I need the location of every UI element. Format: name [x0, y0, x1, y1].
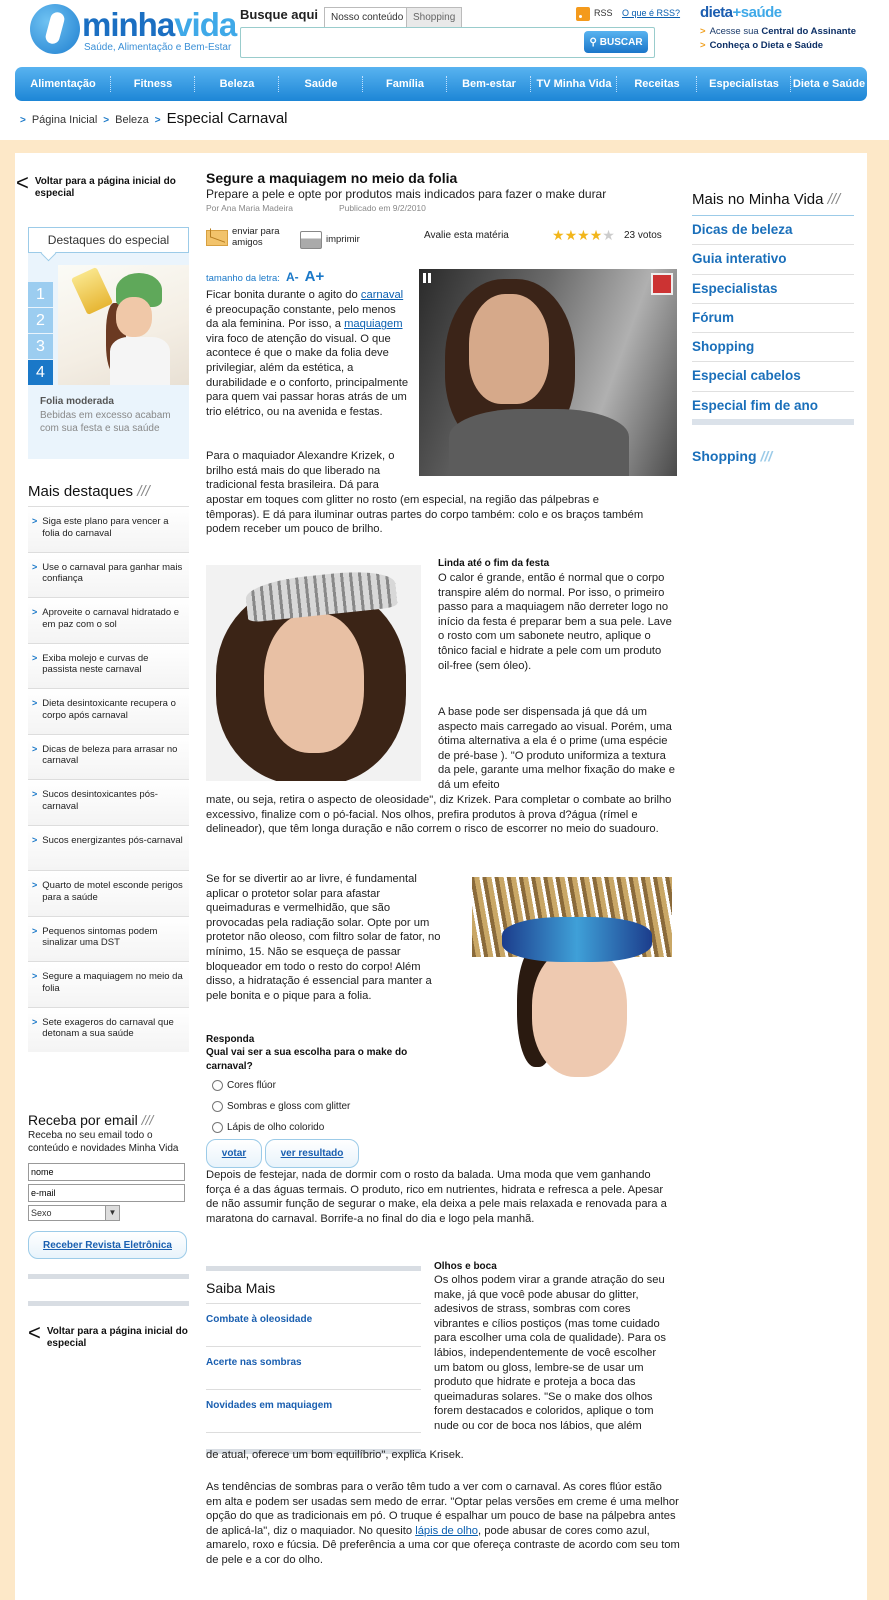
photo-crown-woman: [206, 565, 421, 781]
link-guia-interativo[interactable]: Guia interativo: [692, 245, 854, 274]
breadcrumb-arrow-icon: >: [20, 115, 26, 126]
link-lapis-de-olho[interactable]: lápis de olho: [415, 1524, 479, 1537]
nav-alimentacao[interactable]: Alimentação: [15, 67, 111, 101]
arrow-icon: >: [32, 925, 38, 936]
arrow-icon: >: [32, 834, 38, 845]
rss-icon[interactable]: [576, 7, 590, 21]
list-item[interactable]: > Sucos energizantes pós-carnaval: [28, 825, 189, 871]
poll-option-1[interactable]: Cores flúor: [212, 1080, 276, 1091]
font-decrease-button[interactable]: A-: [285, 270, 299, 284]
radio-button[interactable]: [212, 1101, 223, 1112]
paragraph-4-cont: mate, ou seja, retira o aspecto de oleosidade", diz Krizek. Para completar o combate ao brilho excessivo, finalize com o pó-facial. Nos olhos, prefira produtos à prova d?água (rímel e delineador), que têm longa duração e não correm o risco de escorrer no meio do suadouro.: [206, 794, 672, 836]
list-item[interactable]: > Exiba molejo e curvas de passista neste carnaval: [28, 643, 189, 689]
poll-title: Responda: [206, 1034, 255, 1045]
breadcrumb: [20, 110, 288, 127]
paragraph-1: Ficar bonita durante o agito do carnaval é preocupação constante, pelo menos da ala feminina. Por isso, a maquiagem vira foco de atenção do visual. O que acontece é que o make da folia deve privilegiar, além da estética, a durabilidade e o conforto, principalmente para quem vai passar horas atrás de um trio elétrico, ou na avenida e festas.: [206, 289, 409, 418]
paragraph-4: A base pode ser dispensada já que dá um aspecto mais carregado ao visual. Porém, uma ótima alternativa a ela é o prime (uma espécie de pré-base ). "O produto uniformiza a textura da pele, garante uma melhor fixação do make e dá um efeito: [438, 706, 675, 791]
poll-option-2[interactable]: Sombras e gloss com glitter: [212, 1101, 350, 1112]
back-arrow-icon: <: [16, 170, 29, 195]
arrow-icon: >: [32, 743, 38, 754]
divider: [28, 1301, 189, 1306]
list-item[interactable]: > Aproveite o carnaval hidratado e em paz com o sol: [28, 597, 189, 643]
email-signup-title: Receba por email ///: [28, 1112, 154, 1128]
divider: [692, 419, 854, 425]
paragraph-5: Se for se divertir ao ar livre, é fundamental aplicar o protetor solar para afastar queimaduras e vermelhidão, que são provocadas pela radiação solar. Opte por um protetor não oleoso, com filtro solar de fator, no mínimo, 15. Não se esqueça de passar bloqueador em todo o resto do corpo! Além disso, a hidratação é essencial para manter a pele bonita e o pique para a folia.: [206, 873, 441, 1002]
link-shopping[interactable]: Shopping: [692, 333, 854, 362]
star-icon[interactable]: ★: [577, 227, 590, 243]
paragraph-2: Para o maquiador Alexandre Krizek, o brilho está mais do que liberado na tradicional festa brasileira. Dá para: [206, 450, 395, 492]
destaque-image[interactable]: [58, 265, 189, 385]
star-icon[interactable]: ★: [602, 227, 615, 243]
link-maquiagem[interactable]: maquiagem: [344, 318, 403, 331]
paragraph-6: Depois de festejar, nada de dormir com o rosto da balada. Uma moda que vem ganhando força é a das águas termais. O produto, rico em nutrientes, hidrata e refresca a pele. Apesar de não assumir função de segurar o make, ela deixa a pele mais relaxada e renovada para a maratona do carnaval. Borrife-a no final do dia e logo pela manhã.: [206, 1169, 667, 1225]
main-nav: [15, 67, 867, 101]
video-player[interactable]: [419, 269, 677, 476]
search-label: Busque aqui: [240, 7, 319, 22]
saiba-mais-box: [206, 1266, 421, 1454]
nav-receitas[interactable]: Receitas: [617, 67, 697, 101]
see-results-button[interactable]: ver resultado: [265, 1139, 359, 1168]
receber-revista-button[interactable]: Receber Revista Eletrônica: [28, 1231, 187, 1259]
nav-especialistas[interactable]: Especialistas: [697, 67, 791, 101]
rate-label: Avalie esta matéria: [424, 230, 509, 241]
breadcrumb-arrow-icon: >: [154, 115, 161, 126]
search-button[interactable]: [584, 31, 648, 53]
arrow-icon: >: [32, 652, 38, 663]
list-item[interactable]: > Dieta desintoxicante recupera o corpo após carnaval: [28, 688, 189, 734]
chevron-down-icon: ▼: [105, 1206, 119, 1220]
saiba-mais-link-3[interactable]: Novidades em maquiagem: [206, 1390, 421, 1433]
search-button-label: BUSCAR: [599, 36, 643, 48]
back-to-special-top[interactable]: < Voltar para a página inicial do especial: [16, 170, 176, 199]
photo-headdress-woman: [462, 877, 677, 1095]
article-subtitle: Prepare a pele e opte por produtos mais indicados para fazer o make durar: [206, 187, 607, 201]
font-size-control: tamanho da letra: A- A+: [206, 268, 325, 285]
arrow-icon: >: [32, 789, 38, 799]
arrow-icon: >: [32, 607, 38, 617]
link-forum[interactable]: Fórum: [692, 304, 854, 333]
back-to-special-bottom[interactable]: < Voltar para a página inicial do especial: [28, 1320, 188, 1349]
dieta-saude-logo[interactable]: dieta+saúde: [700, 4, 782, 21]
search-box: [240, 27, 655, 58]
star-icon[interactable]: ★: [589, 227, 603, 243]
breadcrumb-section[interactable]: Beleza: [115, 114, 149, 126]
logo-text: minhavida: [82, 6, 237, 43]
arrow-icon: >: [32, 698, 38, 708]
radio-button[interactable]: [212, 1080, 223, 1091]
email-field[interactable]: [28, 1184, 185, 1202]
arrow-icon: >: [32, 561, 38, 572]
logo-icon: [30, 4, 80, 54]
nav-tv-minha-vida[interactable]: TV Minha Vida: [531, 67, 617, 101]
list-item[interactable]: > Dicas de beleza para arrasar no carnaval: [28, 734, 189, 780]
list-item[interactable]: > Quarto de motel esconde perigos para a saúde: [28, 870, 189, 916]
rss-what-link[interactable]: O que é RSS?: [622, 8, 681, 18]
destaque-caption-text: Bebidas em excesso acabam com sua festa e sua saúde: [40, 410, 171, 434]
destaque-number-3[interactable]: 3: [28, 334, 53, 359]
nav-saude[interactable]: Saúde: [279, 67, 363, 101]
arrow-icon: >: [32, 880, 38, 890]
conheca-link[interactable]: > Conheça o Dieta e Saúde: [700, 40, 824, 51]
paragraph-3: O calor é grande, então é normal que o corpo transpire além do normal. Por isso, o primeiro passo para a maquiagem não derreter logo no início da festa é preparar bem a sua pele. Lave o rosto com um sabonete neutro, aplique o tônico facial e hidrate a pele com um produto oil-free (sem óleo).: [438, 572, 672, 672]
mais-minha-vida-list: [692, 215, 854, 421]
mais-minha-vida-title: Mais no Minha Vida ///: [692, 191, 841, 208]
list-item[interactable]: > Segure a maquiagem no meio da folia: [28, 961, 189, 1007]
nav-dieta-e-saude[interactable]: Dieta e Saúde: [792, 78, 866, 90]
link-carnaval[interactable]: carnaval: [360, 289, 404, 301]
breadcrumb-home[interactable]: Página Inicial: [31, 114, 98, 126]
breadcrumb-current: Especial Carnaval: [166, 110, 288, 127]
subhead-linda: Linda até o fim da festa: [438, 558, 550, 569]
menu-grid-icon[interactable]: [423, 273, 433, 283]
paragraph-7: Os olhos podem virar a grande atração do seu make, já que você pode abusar do glitter, adesivos de strass, sombras com cores vibrantes e cílios postiços (mas tome cuidado para escolher uma cola de qualidade). Para os lábios, independentemente de você escolher um batom ou gloss, lembre-se de usar um produto que hidrate e proteja a boca das queimaduras solares. "Se o make dos olhos forem destacados e coloridos, aplique o tom nude ou cor de boca nos lábios, que além: [434, 1274, 666, 1432]
poll-option-3[interactable]: Lápis de olho colorido: [212, 1122, 324, 1133]
link-especial-cabelos[interactable]: Especial cabelos: [692, 362, 854, 391]
list-item[interactable]: > Pequenos sintomas podem sinalizar uma DST: [28, 916, 189, 962]
poll-question: Qual vai ser a sua escolha para o make do carnaval?: [206, 1047, 408, 1072]
link-dicas-de-beleza[interactable]: Dicas de beleza: [692, 216, 854, 245]
print-button[interactable]: imprimir: [300, 231, 360, 249]
list-item[interactable]: > Siga este plano para vencer a folia do carnaval: [28, 506, 189, 552]
rss-label[interactable]: RSS: [594, 8, 613, 18]
list-item[interactable]: > Sete exageros do carnaval que detonam a sua saúde: [28, 1007, 189, 1053]
nav-bem-estar[interactable]: Bem-estar: [447, 67, 531, 101]
article-title: Segure a maquiagem no meio da folia: [206, 170, 458, 186]
arrow-icon: >: [32, 516, 38, 526]
article-meta: [206, 203, 426, 213]
list-item[interactable]: > Use o carnaval para ganhar mais confiança: [28, 552, 189, 598]
mais-destaques-title: Mais destaques ///: [28, 483, 150, 500]
divider: [28, 1274, 189, 1279]
saiba-mais-title: Saiba Mais: [206, 1271, 421, 1304]
nav-fitness[interactable]: Fitness: [111, 67, 195, 101]
site-header: [0, 0, 889, 140]
rating-stars[interactable]: [552, 228, 615, 242]
back-arrow-icon: <: [28, 1320, 41, 1345]
search-tab-shopping[interactable]: Shopping: [406, 7, 462, 27]
subhead-olhos: Olhos e boca: [434, 1261, 497, 1272]
saiba-mais-link-2[interactable]: Acerte nas sombras: [206, 1347, 421, 1390]
article-author: Por Ana Maria Madeira: [206, 203, 293, 213]
destaque-caption-title[interactable]: Folia moderada: [40, 396, 114, 407]
send-to-friends-button[interactable]: enviar para amigos: [206, 227, 288, 249]
article-date: Publicado em 9/2/2010: [338, 203, 426, 213]
nav-beleza[interactable]: Beleza: [195, 67, 279, 101]
paragraph-2-cont: apostar em toques com glitter no rosto (em especial, na região das pálpebras e têmporas). E dá para iluminar outras partes do corpo também: colo e os braços também podem receber um pouco de brilho.: [206, 494, 644, 536]
name-field[interactable]: [28, 1163, 185, 1181]
envelope-icon: [206, 230, 228, 246]
font-increase-button[interactable]: A+: [304, 268, 325, 285]
search-tab-content[interactable]: Nosso conteúdo: [324, 7, 410, 27]
breadcrumb-arrow-icon: >: [103, 115, 110, 126]
destaques-title: Destaques do especial: [28, 227, 189, 253]
link-especialistas[interactable]: Especialistas: [692, 275, 854, 304]
arrow-icon: >: [700, 26, 706, 37]
sexo-select[interactable]: Sexo ▼: [28, 1205, 120, 1221]
nav-familia[interactable]: Família: [363, 67, 447, 101]
search-input[interactable]: [244, 31, 604, 54]
mute-icon[interactable]: [651, 273, 673, 295]
radio-button[interactable]: [212, 1122, 223, 1133]
arrow-icon: >: [32, 971, 38, 981]
email-signup-desc: Receba no seu email todo o conteúdo e novidades Minha Vida: [28, 1130, 179, 1154]
paragraph-7-cont: de atual, oferece um bom equilíbrio", explica Krisek.: [206, 1449, 464, 1461]
paragraph-8: As tendências de sombras para o verão têm tudo a ver com o carnaval. As cores flúor estão em alta e podem ser usadas sem medo de errar. "Optar pelas versões em creme é uma melhor opção do que as tradicionais em pó. O truque é espalhar um pouco de base na pálpebra antes de aplicá-la", diz o maquiador. No quesito lápis de olho, pode abusar de cores como azul, amarelo, roxo e fúcsia. Dê preferência a uma cor que ofereça contraste de acordo com seu tom de pele e a cor do olho.: [206, 1481, 680, 1566]
shopping-title[interactable]: Shopping ///: [692, 448, 773, 464]
printer-icon: [300, 231, 322, 249]
search-icon: ⚲: [589, 36, 597, 48]
list-item[interactable]: > Sucos desintoxicantes pós-carnaval: [28, 779, 189, 825]
arrow-icon: >: [700, 40, 706, 51]
star-icon[interactable]: ★: [564, 227, 578, 243]
mais-destaques-list: [28, 506, 189, 1052]
destaque-number-2[interactable]: 2: [28, 308, 53, 333]
logo-tagline: Saúde, Alimentação e Bem-Estar: [84, 42, 232, 53]
star-icon[interactable]: ★: [552, 227, 565, 243]
vote-button[interactable]: votar: [206, 1139, 262, 1168]
assinante-link[interactable]: > Acesse sua Central do Assinante: [700, 26, 856, 37]
saiba-mais-link-1[interactable]: Combate à oleosidade: [206, 1304, 421, 1347]
destaque-number-1[interactable]: 1: [28, 282, 53, 307]
destaque-number-4[interactable]: 4: [28, 360, 53, 385]
arrow-icon: >: [32, 1016, 38, 1027]
link-especial-fim-de-ano[interactable]: Especial fim de ano: [692, 392, 854, 421]
minhavida-logo[interactable]: [30, 4, 237, 56]
vote-count: 23 votos: [624, 230, 662, 241]
